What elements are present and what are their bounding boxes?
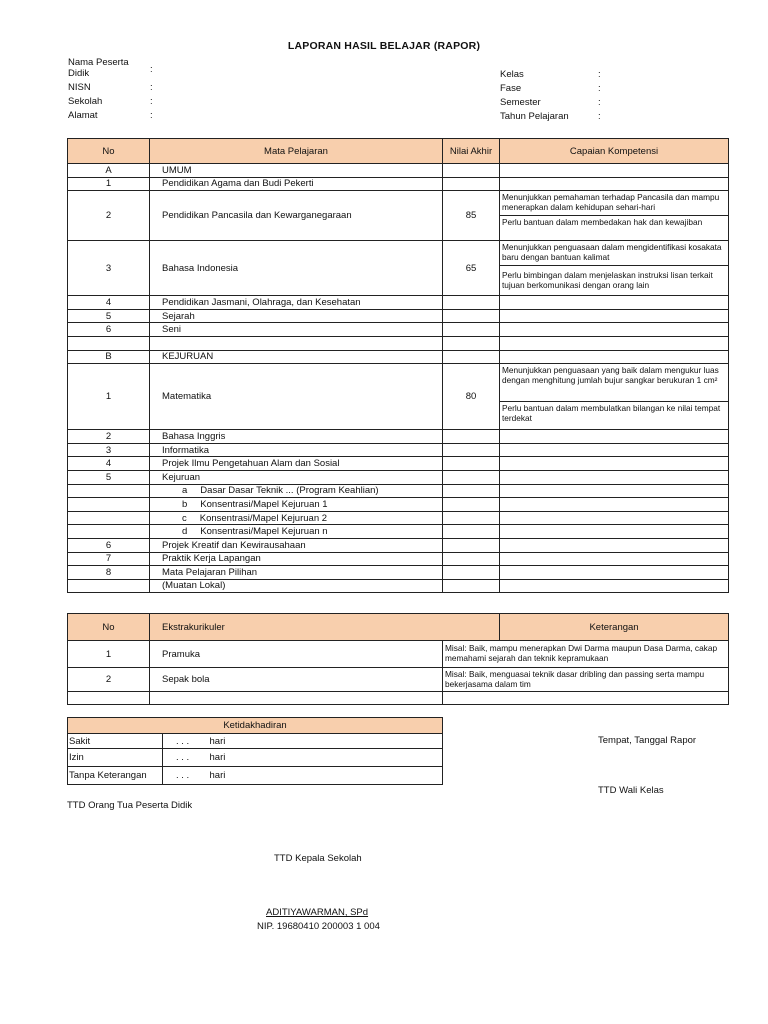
label-class: Kelas bbox=[500, 69, 524, 80]
table-row bbox=[68, 309, 729, 323]
principal-signature: TTD Kepala Sekolah bbox=[274, 853, 362, 864]
absence-value: . . . bbox=[163, 767, 203, 785]
row-subject: Projek Ilmu Pengetahuan Alam dan Sosial bbox=[150, 457, 443, 471]
absence-label: Izin bbox=[68, 749, 163, 767]
row-competency bbox=[500, 511, 729, 525]
row-no: 3 bbox=[68, 241, 150, 296]
colon: : bbox=[598, 83, 601, 94]
row-note bbox=[443, 692, 729, 705]
place-date: Tempat, Tanggal Rapor bbox=[598, 735, 697, 746]
row-subject bbox=[150, 498, 443, 512]
colon: : bbox=[598, 69, 601, 80]
table-row bbox=[68, 350, 729, 364]
page-title: LAPORAN HASIL BELAJAR (RAPOR) bbox=[287, 40, 481, 52]
row-competency bbox=[500, 443, 729, 457]
row-competency bbox=[500, 498, 729, 512]
table-row-empty bbox=[68, 692, 729, 705]
row-subject: Seni bbox=[150, 323, 443, 337]
row-subject: Pendidikan Agama dan Budi Pekerti bbox=[150, 177, 443, 191]
row-subject: Kejuruan bbox=[150, 470, 443, 484]
table-row bbox=[68, 552, 729, 566]
row-subject: UMUM bbox=[150, 164, 443, 178]
row-no: 1 bbox=[68, 364, 150, 430]
subitem-name: Konsentrasi/Mapel Kejuruan n bbox=[200, 526, 328, 538]
row-no bbox=[68, 498, 150, 512]
row-competency bbox=[500, 177, 729, 191]
row-score bbox=[443, 457, 500, 471]
header-subject: Mata Pelajaran bbox=[150, 139, 443, 164]
row-no bbox=[68, 692, 150, 705]
colon: : bbox=[598, 111, 601, 122]
table-row bbox=[68, 296, 729, 310]
row-no: 4 bbox=[68, 296, 150, 310]
student-info-left bbox=[68, 58, 488, 128]
row-score bbox=[443, 579, 500, 593]
label-academic-year: Tahun Pelajaran bbox=[500, 111, 569, 122]
row-subject: Bahasa Inggris bbox=[150, 430, 443, 444]
competency-improvement: Perlu bimbingan dalam menjelaskan instruksi lisan terkait tujuan berkomunikasi dengan orang lain bbox=[500, 266, 729, 296]
subitem-name: Konsentrasi/Mapel Kejuruan 1 bbox=[200, 498, 328, 510]
row-subject: KEJURUAN bbox=[150, 350, 443, 364]
absence-row bbox=[68, 734, 443, 749]
row-subject: Pendidikan Jasmani, Olahraga, dan Kesehatan bbox=[150, 296, 443, 310]
row-competency bbox=[500, 470, 729, 484]
row-subject: Projek Kreatif dan Kewirausahaan bbox=[150, 538, 443, 552]
row-no bbox=[68, 336, 150, 350]
table-row bbox=[68, 191, 729, 216]
subitem-letter: c bbox=[182, 512, 187, 524]
header-note: Keterangan bbox=[500, 614, 729, 641]
row-score bbox=[443, 323, 500, 337]
absence-row bbox=[68, 767, 443, 785]
student-info-right bbox=[500, 68, 700, 128]
row-subject bbox=[150, 484, 443, 498]
header-no: No bbox=[68, 614, 150, 641]
competency-achievement: Menunjukkan penguasaan yang baik dalam mengukur luas dengan menghitung jumlah bujur sangkar berukuran 1 cm² bbox=[500, 364, 729, 402]
row-no: B bbox=[68, 350, 150, 364]
row-score bbox=[443, 498, 500, 512]
table-row bbox=[68, 430, 729, 444]
row-no bbox=[68, 579, 150, 593]
row-score bbox=[443, 296, 500, 310]
row-no: 4 bbox=[68, 457, 150, 471]
table-row-subitem bbox=[68, 498, 729, 512]
header-no: No bbox=[68, 139, 150, 164]
row-score bbox=[443, 511, 500, 525]
row-subject bbox=[150, 336, 443, 350]
subitem-name: Dasar Dasar Teknik ... (Program Keahlian) bbox=[200, 485, 379, 497]
row-competency bbox=[500, 350, 729, 364]
row-competency bbox=[500, 430, 729, 444]
competency-achievement: Menunjukkan penguasaan dalam mengidentifikasi kosakata baru dengan bantuan kalimat bbox=[500, 241, 729, 266]
row-subject: Pendidikan Pancasila dan Kewarganegaraan bbox=[150, 191, 443, 241]
table-row bbox=[68, 364, 729, 402]
row-subject: (Muatan Lokal) bbox=[150, 579, 443, 593]
header-score: Nilai Akhir bbox=[443, 139, 500, 164]
table-row bbox=[68, 323, 729, 337]
table-row bbox=[68, 241, 729, 266]
table-row bbox=[68, 443, 729, 457]
colon: : bbox=[150, 110, 153, 121]
absence-row bbox=[68, 749, 443, 767]
row-score bbox=[443, 470, 500, 484]
row-competency bbox=[500, 579, 729, 593]
row-score bbox=[443, 177, 500, 191]
row-no: 7 bbox=[68, 552, 150, 566]
subitem-name: Konsentrasi/Mapel Kejuruan 2 bbox=[199, 512, 328, 524]
header-extracurricular: Ekstrakurikuler bbox=[150, 614, 500, 641]
row-no: A bbox=[68, 164, 150, 178]
row-subject: Matematika bbox=[150, 364, 443, 430]
row-no: 6 bbox=[68, 323, 150, 337]
row-no bbox=[68, 511, 150, 525]
row-competency bbox=[500, 552, 729, 566]
principal-nip: NIP. 19680410 200003 1 004 bbox=[257, 921, 380, 932]
table-row-subitem bbox=[68, 525, 729, 539]
row-score: 65 bbox=[443, 241, 500, 296]
row-note: Misal: Baik, menguasai teknik dasar dribling dan passing serta mampu bekerjasama dalam tim bbox=[443, 668, 729, 692]
row-name: Sepak bola bbox=[150, 668, 443, 692]
row-no: 2 bbox=[68, 668, 150, 692]
label-phase: Fase bbox=[500, 83, 522, 94]
row-name bbox=[150, 692, 443, 705]
row-subject: Informatika bbox=[150, 443, 443, 457]
absence-unit: hari bbox=[203, 767, 443, 785]
row-no: 2 bbox=[68, 430, 150, 444]
row-competency bbox=[500, 525, 729, 539]
row-score bbox=[443, 566, 500, 580]
extracurricular-table bbox=[67, 613, 729, 705]
subitem-letter: d bbox=[182, 526, 188, 538]
row-subject: Bahasa Indonesia bbox=[150, 241, 443, 296]
row-no bbox=[68, 484, 150, 498]
label-semester: Semester bbox=[500, 97, 541, 108]
row-no: 1 bbox=[68, 641, 150, 668]
label-school: Sekolah bbox=[68, 96, 103, 107]
colon: : bbox=[598, 97, 601, 108]
row-score: 80 bbox=[443, 364, 500, 430]
competency-improvement: Perlu bantuan dalam membedakan hak dan kewajiban bbox=[500, 216, 729, 241]
row-competency bbox=[500, 309, 729, 323]
table-row bbox=[68, 470, 729, 484]
table-row bbox=[68, 177, 729, 191]
row-score bbox=[443, 309, 500, 323]
grades-table bbox=[67, 138, 729, 593]
row-subject: Sejarah bbox=[150, 309, 443, 323]
principal-name: ADITIYAWARMAN, SPd bbox=[266, 907, 369, 918]
row-score bbox=[443, 552, 500, 566]
table-row bbox=[68, 668, 729, 692]
table-row bbox=[68, 641, 729, 668]
row-no bbox=[68, 525, 150, 539]
row-score bbox=[443, 350, 500, 364]
label-nisn: NISN bbox=[68, 82, 91, 93]
table-row bbox=[68, 457, 729, 471]
competency-achievement: Menunjukkan pemahaman terhadap Pancasila dan mampu menerapkan dalam kehidupan sehari-hari bbox=[500, 191, 729, 216]
absence-unit: hari bbox=[203, 734, 443, 749]
subitem-letter: a bbox=[182, 485, 188, 497]
colon: : bbox=[150, 96, 153, 107]
row-no: 5 bbox=[68, 470, 150, 484]
row-competency bbox=[500, 566, 729, 580]
row-no: 8 bbox=[68, 566, 150, 580]
absence-unit: hari bbox=[203, 749, 443, 767]
absence-label: Tanpa Keterangan bbox=[68, 767, 163, 785]
row-note: Misal: Baik, mampu menerapkan Dwi Darma maupun Dasa Darma, cakap memahami sejarah dan teknik kepramukaan bbox=[443, 641, 729, 668]
row-score: 85 bbox=[443, 191, 500, 241]
table-row-subitem bbox=[68, 484, 729, 498]
table-row bbox=[68, 164, 729, 178]
table-row-subitem bbox=[68, 511, 729, 525]
row-no: 6 bbox=[68, 538, 150, 552]
row-competency bbox=[500, 323, 729, 337]
row-competency bbox=[500, 484, 729, 498]
subitem-letter: b bbox=[182, 498, 188, 510]
label-student-name: Nama Peserta Didik bbox=[68, 57, 129, 79]
absence-value: . . . bbox=[163, 734, 203, 749]
row-score bbox=[443, 484, 500, 498]
absence-value: . . . bbox=[163, 749, 203, 767]
row-competency bbox=[500, 164, 729, 178]
row-competency bbox=[500, 296, 729, 310]
parent-signature: TTD Orang Tua Peserta Didik bbox=[67, 800, 193, 811]
row-subject: Praktik Kerja Lapangan bbox=[150, 552, 443, 566]
row-score bbox=[443, 443, 500, 457]
row-score bbox=[443, 538, 500, 552]
row-no: 5 bbox=[68, 309, 150, 323]
row-no: 2 bbox=[68, 191, 150, 241]
row-subject: Mata Pelajaran Pilihan bbox=[150, 566, 443, 580]
competency-improvement: Perlu bantuan dalam membulatkan bilangan ke nilai tempat terdekat bbox=[500, 402, 729, 430]
absence-table bbox=[67, 717, 443, 785]
row-subject bbox=[150, 511, 443, 525]
row-no: 3 bbox=[68, 443, 150, 457]
colon: : bbox=[150, 82, 153, 93]
row-competency bbox=[500, 538, 729, 552]
row-name: Pramuka bbox=[150, 641, 443, 668]
absence-title: Ketidakhadiran bbox=[68, 718, 443, 734]
row-score bbox=[443, 430, 500, 444]
row-score bbox=[443, 336, 500, 350]
row-competency bbox=[500, 336, 729, 350]
row-no: 1 bbox=[68, 177, 150, 191]
table-row bbox=[68, 566, 729, 580]
label-address: Alamat bbox=[68, 110, 98, 121]
table-row bbox=[68, 538, 729, 552]
homeroom-signature: TTD Wali Kelas bbox=[598, 785, 664, 796]
row-score bbox=[443, 525, 500, 539]
row-competency bbox=[500, 457, 729, 471]
header-competency: Capaian Kompetensi bbox=[500, 139, 729, 164]
colon: : bbox=[150, 64, 153, 75]
table-row bbox=[68, 579, 729, 593]
row-score bbox=[443, 164, 500, 178]
table-row-empty bbox=[68, 336, 729, 350]
row-subject bbox=[150, 525, 443, 539]
absence-label: Sakit bbox=[68, 734, 163, 749]
